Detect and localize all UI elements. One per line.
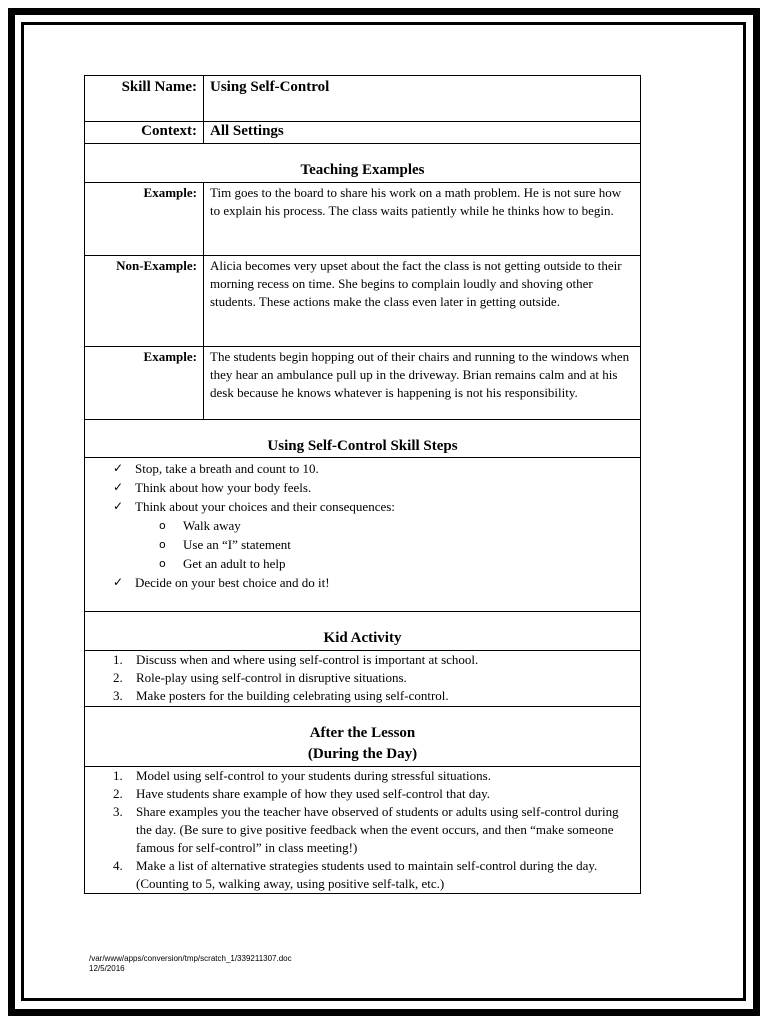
kid-activity-title: Kid Activity — [323, 630, 402, 646]
list-item: 2. Have students share example of how they used self-control that day. — [113, 786, 491, 801]
circle-bullet-icon: o — [159, 557, 166, 570]
list-item: o Walk away — [159, 518, 241, 533]
example-label: Example: — [85, 347, 204, 420]
after-lesson-title-row — [85, 707, 641, 767]
skill-name-value: Using Self-Control — [204, 76, 641, 122]
list-item: 1. Discuss when and where using self-control is important at school. — [113, 652, 479, 667]
check-icon: ✓ — [113, 499, 124, 513]
non-example-row — [85, 256, 641, 347]
circle-bullet-icon: o — [159, 519, 166, 532]
lesson-table — [84, 75, 641, 894]
list-item: o Use an “I” statement — [159, 537, 291, 552]
list-item: 4. Make a list of alternative strategies students used to maintain self-control during the day. (Counting to 5, walking away, using positive self-talk, etc.) — [113, 858, 598, 891]
list-item: ✓ Stop, take a breath and count to 10. — [113, 461, 319, 476]
list-item: 3. Make posters for the building celebrating using self-control. — [113, 688, 449, 703]
example-label: Example: — [85, 183, 204, 256]
sub-steps-list — [135, 516, 640, 573]
after-lesson-list — [85, 767, 640, 893]
list-item: ✓ Think about how your body feels. — [113, 480, 312, 495]
teaching-title-row — [85, 144, 641, 183]
example-row — [85, 183, 641, 256]
footer-date: 12/5/2016 — [89, 964, 125, 973]
list-item: 1. Model using self-control to your students during stressful situations. — [113, 768, 491, 783]
non-example-label: Non-Example: — [85, 256, 204, 347]
context-label: Context: — [85, 122, 204, 144]
after-lesson-title: After the Lesson — [309, 725, 416, 741]
file-path: /var/www/apps/conversion/tmp/scratch_1/339211307.doc — [89, 954, 292, 963]
list-item: ✓ Decide on your best choice and do it! — [113, 575, 330, 590]
after-lesson-subtitle: (During the Day) — [307, 746, 418, 762]
example-text: The students begin hopping out of their chairs and running to the windows when they hear an ambulance pull up in the driveway. Brian remains calm and at his desk because he knows whatever is happening is not his responsibility. — [204, 347, 641, 420]
check-icon: ✓ — [113, 575, 124, 589]
skill-steps-list — [85, 459, 640, 592]
context-value: All Settings — [204, 122, 641, 144]
check-icon: ✓ — [113, 480, 124, 494]
steps-row — [85, 458, 641, 612]
skill-name-row — [85, 76, 641, 122]
skill-name-label: Skill Name: — [85, 76, 204, 122]
list-item: 3. Share examples you the teacher have observed of students or adults using self-control during the day. (Be sure to give positive feedback when the event occurs, and then “make someone famous for self-control” in class meeting!) — [113, 804, 619, 855]
list-item: ✓ Think about your choices and their consequences: o Walk away o Use an “I” statement o Get an adult to help — [113, 497, 640, 573]
document-footer — [89, 954, 292, 974]
kid-activity-title-row — [85, 612, 641, 651]
example-row — [85, 347, 641, 420]
kid-activity-list — [85, 651, 640, 705]
check-icon: ✓ — [113, 461, 124, 475]
context-row — [85, 122, 641, 144]
kid-activity-row — [85, 651, 641, 707]
non-example-text: Alicia becomes very upset about the fact the class is not getting outside to their morning recess on time. She begins to complain loudly and shoving other students. These actions make the class even later in getting outside. — [204, 256, 641, 347]
example-text: Tim goes to the board to share his work on a math problem. He is not sure how to explain his process. The class waits patiently while he thinks how to begin. — [204, 183, 641, 256]
after-lesson-row — [85, 767, 641, 894]
list-item: 2. Role-play using self-control in disruptive situations. — [113, 670, 407, 685]
skill-steps-title: Using Self-Control Skill Steps — [267, 438, 458, 454]
steps-title-row — [85, 420, 641, 458]
list-item: o Get an adult to help — [159, 556, 286, 571]
teaching-examples-title: Teaching Examples — [300, 162, 425, 178]
circle-bullet-icon: o — [159, 538, 166, 551]
